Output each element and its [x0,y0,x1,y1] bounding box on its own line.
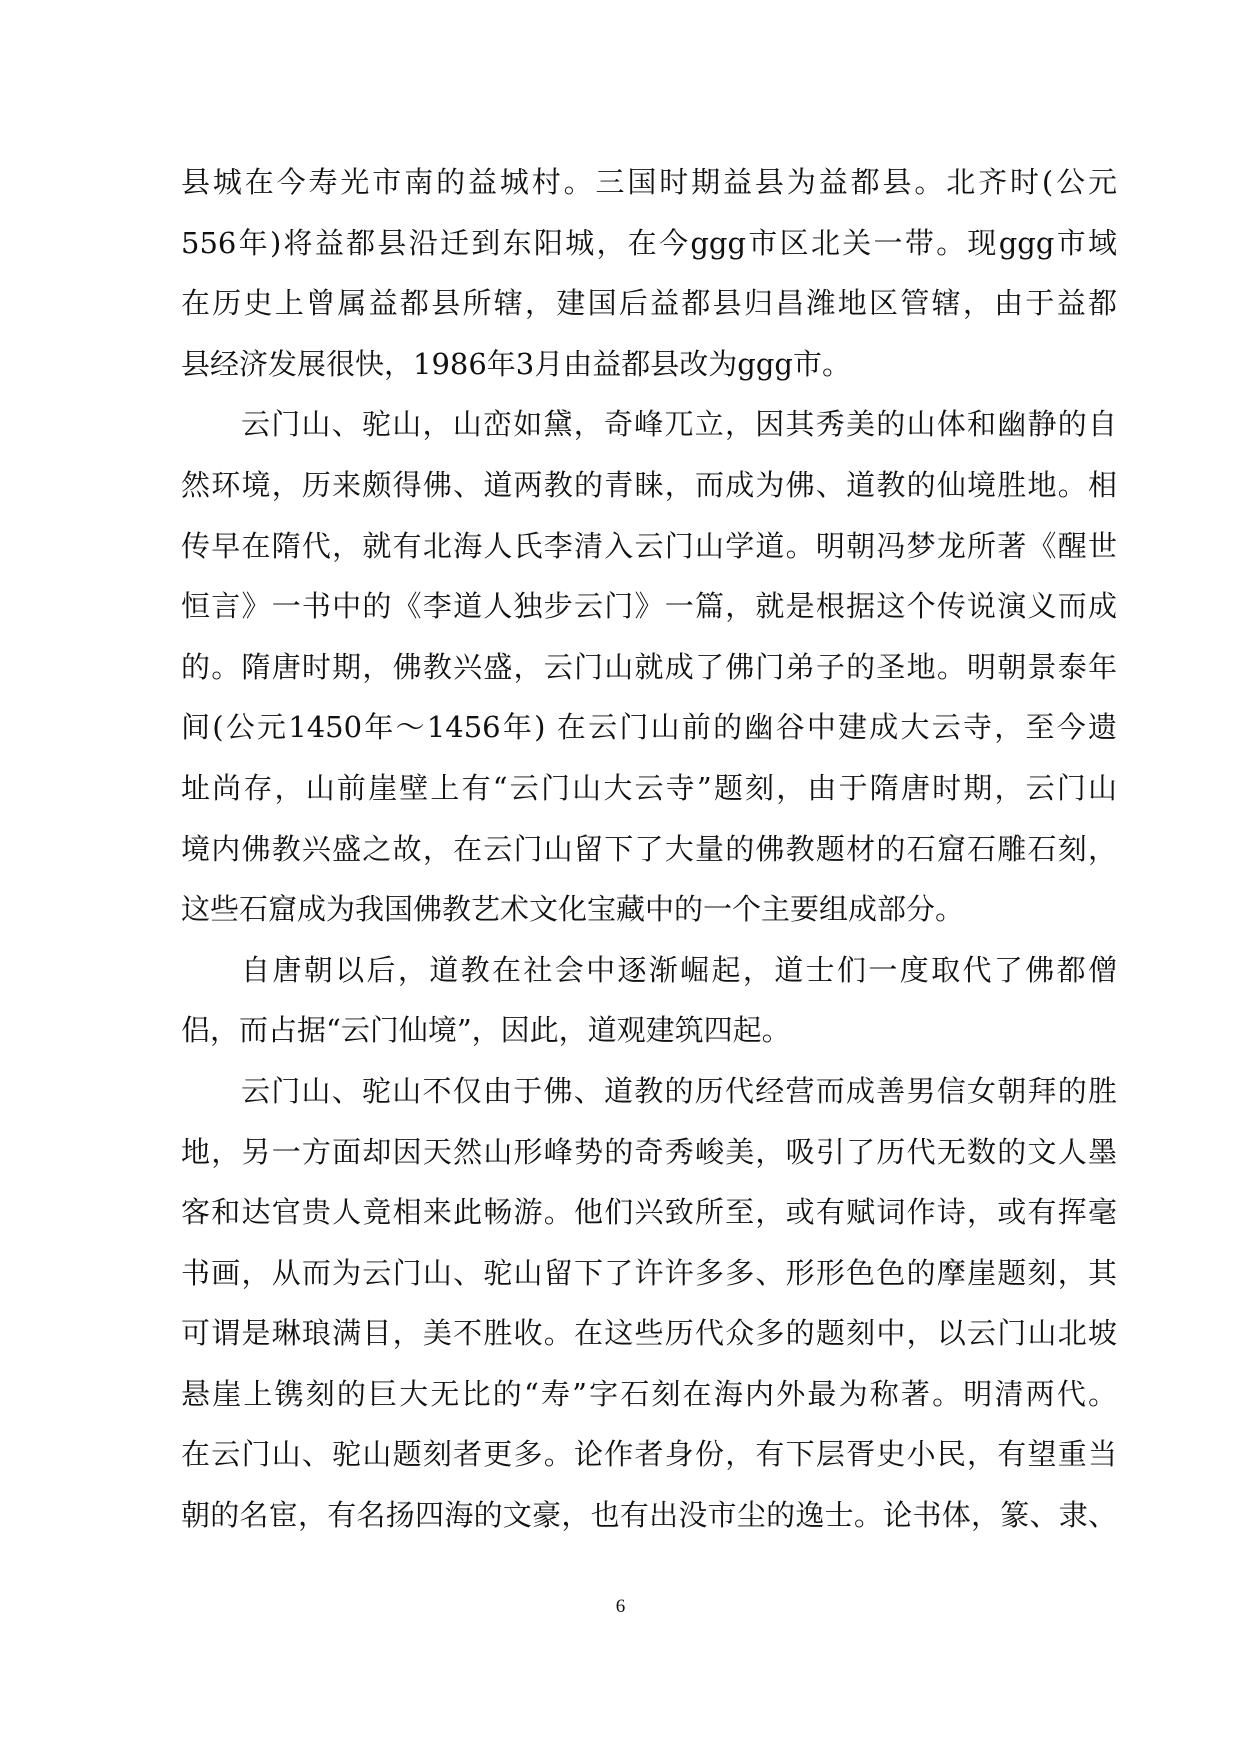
text-line: 可谓是琳琅满目，美不胜收。在这些历代众多的题刻中，以云门山北坡 [181,1316,1117,1351]
text-line: 在历史上曾属益都县所辖，建国后益都县归昌潍地区管辖，由于益都 [181,286,1117,321]
text-line: 云门山、驼山不仅由于佛、道教的历代经营而成善男信女朝拜的胜 [241,1073,1117,1108]
text-line: 客和达官贵人竟相来此畅游。他们兴致所至，或有赋词作诗，或有挥毫 [181,1195,1117,1230]
text-line: 传早在隋代，就有北海人氏李清入云门山学道。明朝冯梦龙所著《醒世 [181,528,1117,563]
text-line: 恒言》一书中的《李道人独步云门》一篇，就是根据这个传说演义而成 [181,589,1117,624]
text-line: 556年)将益都县沿迁到东阳城，在今ggg市区北关一带。现ggg市域 [181,225,1117,260]
text-line: 间(公元1450年～1456年) 在云门山前的幽谷中建成大云寺，至今遗 [181,710,1117,745]
text-line: 这些石窟成为我国佛教艺术文化宝藏中的一个主要组成部分。 [181,892,965,927]
text-line: 云门山、驼山，山峦如黛，奇峰兀立，因其秀美的山体和幽静的自 [241,407,1117,442]
body-text [181,152,1117,1546]
text-line: 自唐朝以后，道教在社会中逐渐崛起，道士们一度取代了佛都僧 [241,952,1117,987]
page-number: 6 [615,1596,626,1617]
text-line: 址尚存，山前崖壁上有“云门山大云寺”题刻，由于隋唐时期，云门山 [181,770,1117,805]
text-line: 地，另一方面却因天然山形峰势的奇秀峻美，吸引了历代无数的文人墨 [181,1134,1117,1169]
text-line: 书画，从而为云门山、驼山留下了许许多多、形形色色的摩崖题刻，其 [181,1255,1117,1290]
text-line: 然环境，历来颇得佛、道两教的青睐，而成为佛、道教的仙境胜地。相 [181,467,1117,502]
text-line: 境内佛教兴盛之故，在云门山留下了大量的佛教题材的石窟石雕石刻， [181,831,1117,866]
text-line: 的。隋唐时期，佛教兴盛，云门山就成了佛门弟子的圣地。明朝景泰年 [181,649,1117,684]
text-line: 县城在今寿光市南的益城村。三国时期益县为益都县。北齐时(公元 [181,165,1117,199]
text-line: 在云门山、驼山题刻者更多。论作者身份，有下层胥史小民，有望重当 [181,1437,1117,1472]
text-line: 朝的名宦，有名扬四海的文豪，也有出没市尘的逸士。论书体，篆、隶、 [181,1498,1117,1533]
text-line: 悬崖上镌刻的巨大无比的“寿”字石刻在海内外最为称著。明清两代。 [181,1376,1117,1411]
text-line: 侣，而占据“云门仙境”，因此，道观建筑四起。 [181,1013,791,1048]
text-line: 县经济发展很快，1986年3月由益都县改为ggg市。 [181,346,851,381]
